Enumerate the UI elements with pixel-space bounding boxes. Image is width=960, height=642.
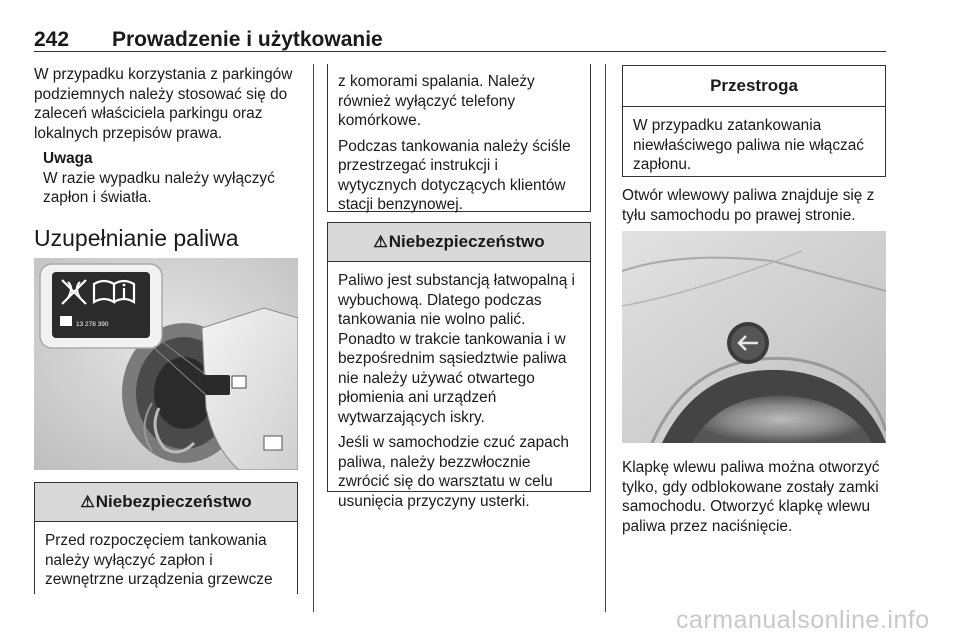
column-divider-1 — [313, 64, 314, 612]
caution-box-body — [623, 107, 885, 175]
continued-body — [328, 64, 590, 215]
caution-box-text: W przypadku zatankowania niewłaściwego paliwa nie włączać zapłonu. — [633, 117, 864, 173]
note-text: W razie wypadku należy wyłączyć zapłon i światła. — [43, 169, 275, 206]
fuel-filler-location-text: Otwór wlewowy paliwa znajduje się z tyłu samochodu po prawej stronie. — [622, 187, 875, 224]
warning-box-2 — [327, 222, 591, 510]
warning-icon: ⚠ — [80, 494, 95, 511]
note-label: Uwaga — [43, 150, 93, 167]
continued-paragraph-1: z komorami spalania. Należy również wyłączyć telefony komórkowe. — [338, 73, 535, 129]
watermark: carmanualsonline.info — [676, 606, 930, 634]
page-title: Prowadzenie i użytkowanie — [112, 28, 383, 51]
fuel-flap-photo — [622, 231, 886, 443]
intro-paragraph: W przypadku korzystania z parkingów podziemnych należy stosować się do zaleceń właściciela parkingu oraz lokalnych przepisów prawa. — [34, 66, 293, 142]
caution-box — [622, 65, 886, 177]
column-1-intro — [34, 65, 300, 208]
warning-box-2-body — [328, 262, 590, 511]
warning-box-2-paragraph-1: Paliwo jest substancją łatwopalną i wybuchową. Dlatego podczas tankowania nie wolno palić. Ponadto w trakcie tankowania i w bezpośrednim sąsiedztwie paliwa nie należy używać otwartego płomienia ani urządzeń wytwarzających iskry. — [338, 272, 575, 426]
warning-box-2-header — [328, 223, 590, 262]
fuel-flap-open-text: Klapkę wlewu paliwa można otworzyć tylko, gdy odblokowane zostały zamki samochodu. Otworzyć klapkę wlewu paliwa przez naciśnięcie. — [622, 459, 880, 535]
warning-box-1 — [34, 482, 298, 594]
header-rule — [34, 51, 886, 52]
label-code: 13 278 390 — [76, 321, 109, 328]
note-block — [34, 149, 300, 208]
fuel-flap-drawing — [34, 258, 298, 470]
warning-box-1-continued — [327, 64, 591, 212]
continued-paragraph-2: Podczas tankowania należy ściśle przestrzegać instrukcji i wytycznych dotyczących klientów stacji benzynowej. — [338, 137, 571, 213]
page-number: 242 — [34, 28, 70, 51]
warning-box-1-body — [35, 522, 297, 590]
section-heading: Uzupełnianie paliwa — [34, 225, 239, 251]
warning-box-1-header — [35, 483, 297, 522]
caution-box-header — [623, 66, 885, 107]
warning-box-1-text: Przed rozpoczęciem tankowania należy wyłączyć zapłon i zewnętrzne urządzenia grzewcze — [45, 532, 273, 588]
column-divider-2 — [605, 64, 606, 612]
car-rear-drawing — [622, 231, 886, 443]
warning-box-2-paragraph-2: Jeśli w samochodzie czuć zapach paliwa, należy bezzwłocznie zwrócić się do warsztatu w celu usunięcia przyczyny usterki. — [338, 434, 569, 510]
fuel-flap-illustration — [34, 258, 298, 470]
warning-icon: ⚠ — [373, 234, 388, 251]
warning-box-2-title: Niebezpieczeństwo — [388, 232, 545, 251]
warning-box-1-title: Niebezpieczeństwo — [95, 492, 252, 511]
caution-box-title: Przestroga — [710, 76, 798, 95]
